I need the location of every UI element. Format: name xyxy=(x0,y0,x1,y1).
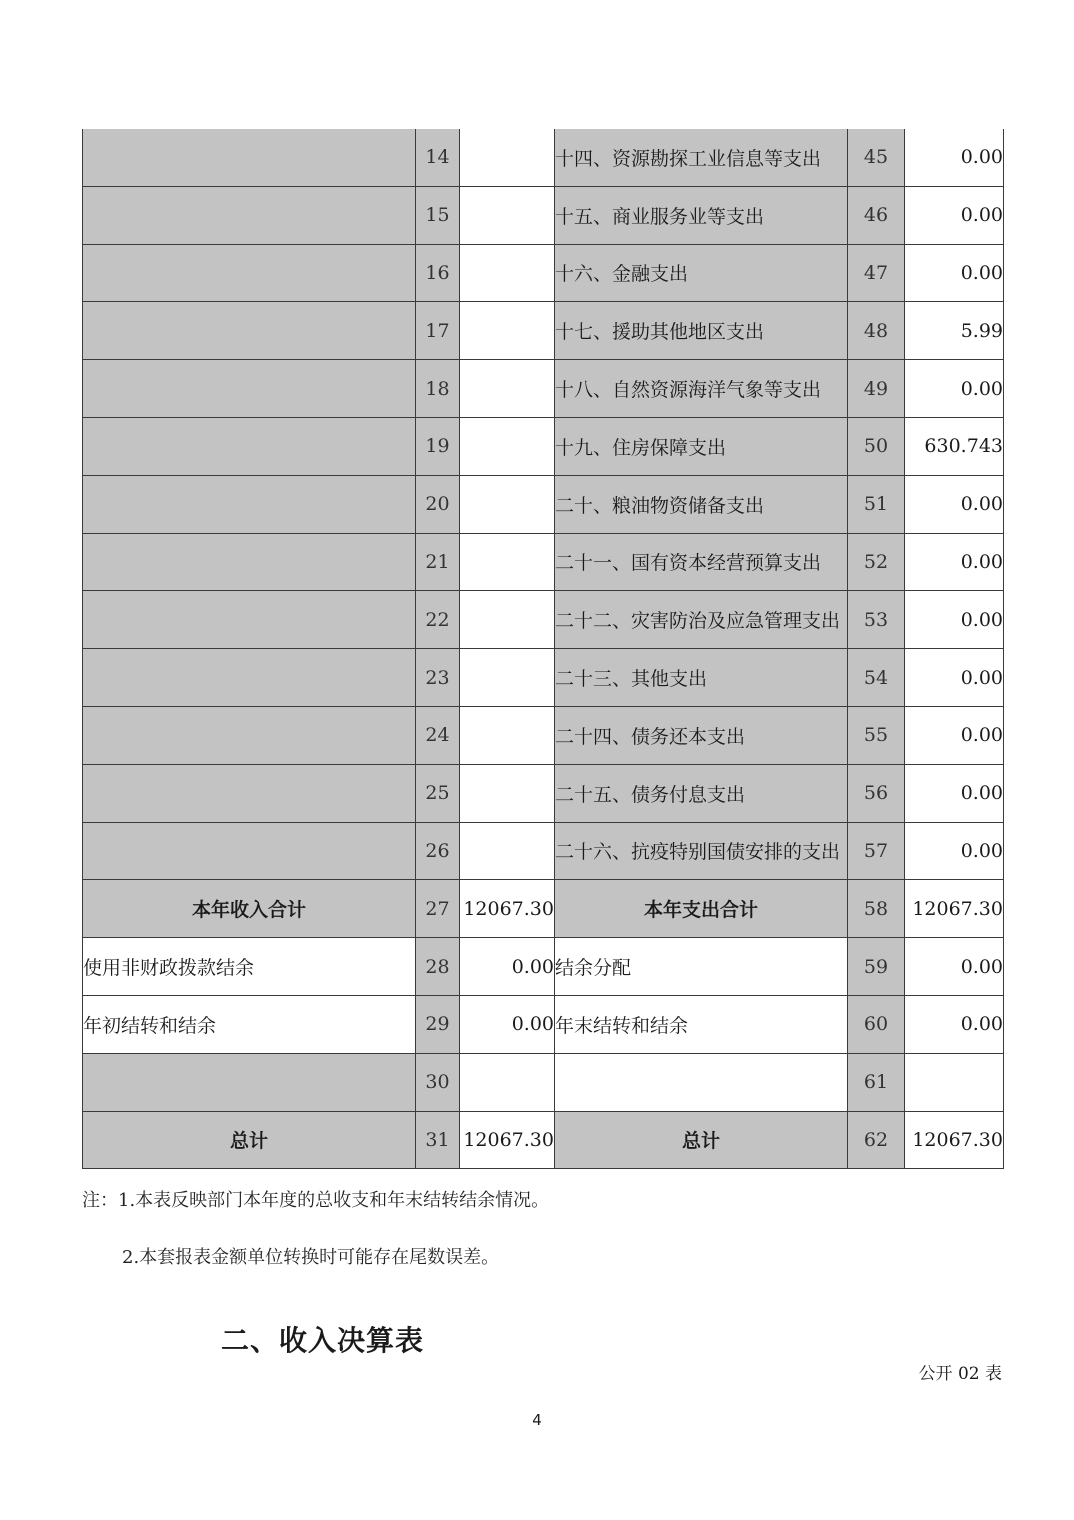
expense-item-label: 二十四、债务还本支出 xyxy=(555,706,848,764)
expense-item-label: 二十二、灾害防治及应急管理支出 xyxy=(555,591,848,649)
expense-line-number: 56 xyxy=(848,764,905,822)
expense-item-label: 十五、商业服务业等支出 xyxy=(555,186,848,244)
income-item-label xyxy=(83,533,416,591)
table-row xyxy=(83,302,1004,360)
expense-item-label: 二十五、债务付息支出 xyxy=(555,764,848,822)
table-row xyxy=(83,186,1004,244)
table-row xyxy=(83,764,1004,822)
income-amount xyxy=(460,302,555,360)
expense-amount: 12067.30 xyxy=(905,880,1004,938)
income-item-label: 总计 xyxy=(83,1111,416,1169)
income-amount xyxy=(460,417,555,475)
income-amount: 12067.30 xyxy=(460,1111,555,1169)
expense-item-label: 总计 xyxy=(555,1111,848,1169)
income-amount: 0.00 xyxy=(460,938,555,996)
income-item-label xyxy=(83,302,416,360)
income-amount xyxy=(460,822,555,880)
expense-amount: 0.00 xyxy=(905,591,1004,649)
income-amount: 12067.30 xyxy=(460,880,555,938)
expense-item-label: 十九、住房保障支出 xyxy=(555,417,848,475)
expense-item-label xyxy=(555,1053,848,1111)
expense-amount: 0.00 xyxy=(905,533,1004,591)
income-amount xyxy=(460,129,555,186)
table-row xyxy=(83,533,1004,591)
expense-line-number: 60 xyxy=(848,995,905,1053)
expense-item-label: 二十一、国有资本经营预算支出 xyxy=(555,533,848,591)
table-row xyxy=(83,1053,1004,1111)
expense-item-label: 二十三、其他支出 xyxy=(555,649,848,707)
expense-amount: 0.00 xyxy=(905,475,1004,533)
income-line-number: 20 xyxy=(416,475,460,533)
expense-amount: 12067.30 xyxy=(905,1111,1004,1169)
expense-item-label: 十七、援助其他地区支出 xyxy=(555,302,848,360)
expense-amount: 0.00 xyxy=(905,360,1004,418)
expense-item-label: 十八、自然资源海洋气象等支出 xyxy=(555,360,848,418)
income-item-label xyxy=(83,591,416,649)
income-line-number: 22 xyxy=(416,591,460,649)
expense-item-label: 十六、金融支出 xyxy=(555,244,848,302)
income-line-number: 17 xyxy=(416,302,460,360)
table-row xyxy=(83,475,1004,533)
expense-line-number: 57 xyxy=(848,822,905,880)
income-amount xyxy=(460,533,555,591)
expense-amount: 0.00 xyxy=(905,995,1004,1053)
income-amount xyxy=(460,706,555,764)
income-item-label: 年初结转和结余 xyxy=(83,995,416,1053)
income-item-label xyxy=(83,360,416,418)
expense-amount: 630.743 xyxy=(905,417,1004,475)
expense-line-number: 55 xyxy=(848,706,905,764)
expense-line-number: 62 xyxy=(848,1111,905,1169)
table-code: 公开 02 表 xyxy=(918,1364,1002,1384)
income-line-number: 30 xyxy=(416,1053,460,1111)
expense-line-number: 48 xyxy=(848,302,905,360)
expense-line-number: 47 xyxy=(848,244,905,302)
expense-amount: 5.99 xyxy=(905,302,1004,360)
income-line-number: 16 xyxy=(416,244,460,302)
income-amount xyxy=(460,186,555,244)
expense-line-number: 52 xyxy=(848,533,905,591)
income-line-number: 18 xyxy=(416,360,460,418)
table-note-1: 注：1.本表反映部门本年度的总收支和年末结转结余情况。 xyxy=(82,1190,550,1211)
table-row xyxy=(83,822,1004,880)
income-amount xyxy=(460,649,555,707)
income-item-label: 本年收入合计 xyxy=(83,880,416,938)
income-amount xyxy=(460,1053,555,1111)
expense-item-label: 结余分配 xyxy=(555,938,848,996)
income-amount xyxy=(460,244,555,302)
income-amount xyxy=(460,360,555,418)
income-line-number: 26 xyxy=(416,822,460,880)
table-row xyxy=(83,591,1004,649)
table-row xyxy=(83,129,1004,186)
income-item-label xyxy=(83,244,416,302)
income-line-number: 27 xyxy=(416,880,460,938)
income-line-number: 21 xyxy=(416,533,460,591)
expense-amount xyxy=(905,1053,1004,1111)
table-note-2: 2.本套报表金额单位转换时可能存在尾数误差。 xyxy=(122,1247,500,1268)
expense-item-label: 本年支出合计 xyxy=(555,880,848,938)
table-row xyxy=(83,995,1004,1053)
income-item-label xyxy=(83,186,416,244)
income-line-number: 19 xyxy=(416,417,460,475)
expense-item-label: 二十、粮油物资储备支出 xyxy=(555,475,848,533)
income-item-label xyxy=(83,764,416,822)
expense-amount: 0.00 xyxy=(905,822,1004,880)
income-item-label xyxy=(83,475,416,533)
income-amount: 0.00 xyxy=(460,995,555,1053)
expense-amount: 0.00 xyxy=(905,129,1004,186)
table-row xyxy=(83,244,1004,302)
expense-line-number: 45 xyxy=(848,129,905,186)
table-row xyxy=(83,1111,1004,1169)
table-row xyxy=(83,360,1004,418)
page-number: 4 xyxy=(532,1411,542,1429)
expense-amount: 0.00 xyxy=(905,244,1004,302)
expense-line-number: 49 xyxy=(848,360,905,418)
expense-line-number: 61 xyxy=(848,1053,905,1111)
income-item-label xyxy=(83,649,416,707)
income-item-label xyxy=(83,1053,416,1111)
expense-item-label: 二十六、抗疫特别国债安排的支出 xyxy=(555,822,848,880)
income-item-label xyxy=(83,129,416,186)
income-line-number: 14 xyxy=(416,129,460,186)
expense-line-number: 53 xyxy=(848,591,905,649)
expense-line-number: 54 xyxy=(848,649,905,707)
income-line-number: 24 xyxy=(416,706,460,764)
income-line-number: 31 xyxy=(416,1111,460,1169)
expense-line-number: 59 xyxy=(848,938,905,996)
expense-amount: 0.00 xyxy=(905,706,1004,764)
expense-amount: 0.00 xyxy=(905,764,1004,822)
income-item-label xyxy=(83,822,416,880)
table-row xyxy=(83,417,1004,475)
table-row xyxy=(83,649,1004,707)
section-heading: 二、收入决算表 xyxy=(221,1324,425,1357)
income-line-number: 29 xyxy=(416,995,460,1053)
expense-amount: 0.00 xyxy=(905,186,1004,244)
income-item-label xyxy=(83,417,416,475)
expense-line-number: 46 xyxy=(848,186,905,244)
expense-line-number: 58 xyxy=(848,880,905,938)
income-amount xyxy=(460,591,555,649)
income-line-number: 23 xyxy=(416,649,460,707)
expense-line-number: 51 xyxy=(848,475,905,533)
income-line-number: 15 xyxy=(416,186,460,244)
expense-amount: 0.00 xyxy=(905,649,1004,707)
expense-item-label: 年末结转和结余 xyxy=(555,995,848,1053)
income-line-number: 25 xyxy=(416,764,460,822)
table-row xyxy=(83,880,1004,938)
table-body xyxy=(83,129,1004,1169)
table-row xyxy=(83,938,1004,996)
income-amount xyxy=(460,764,555,822)
expense-line-number: 50 xyxy=(848,417,905,475)
income-item-label xyxy=(83,706,416,764)
income-line-number: 28 xyxy=(416,938,460,996)
income-item-label: 使用非财政拨款结余 xyxy=(83,938,416,996)
expense-amount: 0.00 xyxy=(905,938,1004,996)
expense-item-label: 十四、资源勘探工业信息等支出 xyxy=(555,129,848,186)
income-amount xyxy=(460,475,555,533)
final-accounts-table xyxy=(82,129,1004,1169)
table-row xyxy=(83,706,1004,764)
